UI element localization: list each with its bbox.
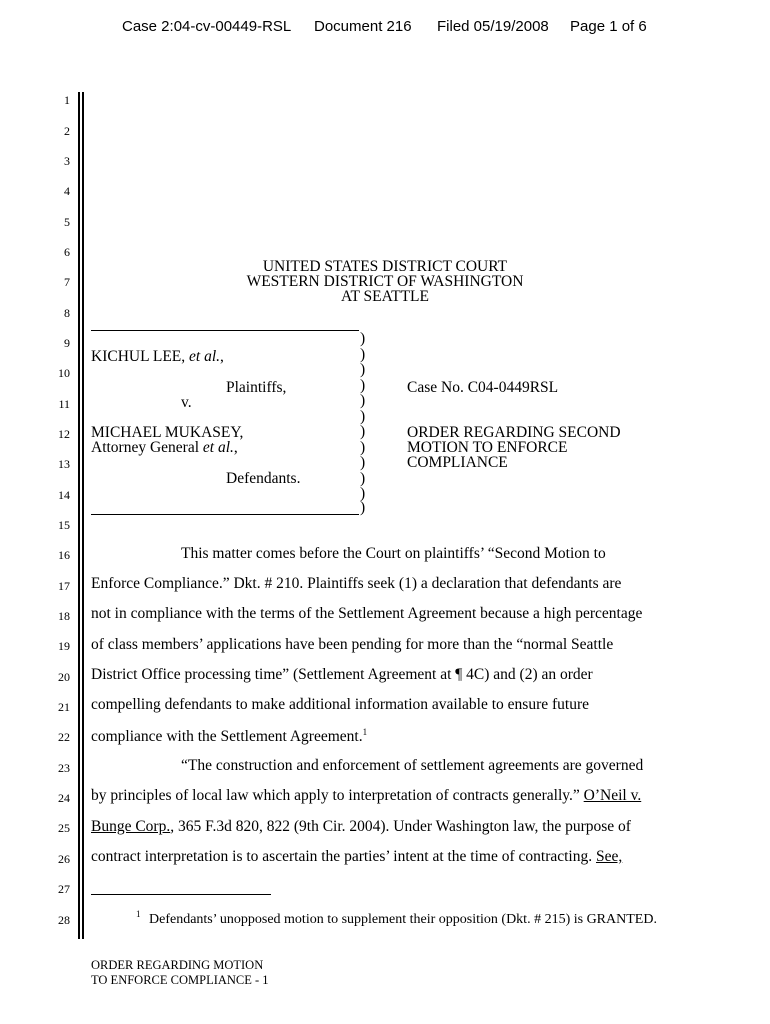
line-number: 18 [58,609,70,623]
caption-paren: ) [360,454,366,471]
order-title-line-1: ORDER REGARDING SECOND [407,424,621,441]
body-line-16: This matter comes before the Court on plaintiffs’ “Second Motion to [181,545,606,562]
footer-title-line-1: ORDER REGARDING MOTION [91,958,264,972]
line-number: 20 [58,670,70,684]
footnote-reference: 1 [362,727,368,737]
versus-label: v. [181,394,192,411]
line-number: 27 [58,882,70,896]
defendant-title: Attorney General et al., [91,439,238,456]
caption-paren: ) [360,361,366,378]
line-number: 7 [64,275,70,289]
left-margin-rule-inner [82,92,84,939]
court-location: AT SEATTLE [341,288,429,305]
document-number-header: Document 216 [314,18,412,35]
case-number-header: Case 2:04-cv-00449-RSL [122,18,292,35]
case-citation-oneil: O’Neil v. [583,787,642,804]
caption-paren: ) [360,439,366,456]
court-district: WESTERN DISTRICT OF WASHINGTON [246,273,524,290]
body-line-20: District Office processing time” (Settlement Agreement at ¶ 4C) and (2) an order [91,666,593,683]
line-number: 14 [58,488,70,502]
left-margin-rule-outer [78,92,80,939]
line-number: 12 [58,427,70,441]
body-line-18: not in compliance with the terms of the Settlement Agreement because a high percentage [91,605,643,622]
filed-date-header: Filed 05/19/2008 [437,18,549,35]
body-line-22: compliance with the Settlement Agreement.$^1$ [91,727,368,746]
line-number: 16 [58,548,70,562]
body-line-21: compelling defendants to make additional information available to ensure future [91,696,589,713]
line-number: 28 [58,913,70,927]
body-line-24: by principles of local law which apply to interpretation of contracts generally.” O’Neil v. [91,787,642,804]
caption-paren: ) [360,470,366,487]
line-number: 2 [64,124,70,138]
line-number: 19 [58,639,70,653]
body-line-25: Bunge Corp., 365 F.3d 820, 822 (9th Cir. 2004). Under Washington law, the purpose of [91,818,631,835]
body-line-17: Enforce Compliance.” Dkt. # 210. Plaintiffs seek (1) a declaration that defendants are [91,575,622,592]
line-number: 24 [58,791,70,805]
caption-bottom-rule [91,514,359,515]
line-number: 3 [64,154,70,168]
court-name: UNITED STATES DISTRICT COURT [262,258,508,275]
line-number: 9 [64,336,70,350]
plaintiff-name: KICHUL LEE, et al., [91,348,224,365]
line-number: 10 [58,366,70,380]
caption-top-rule [91,330,359,331]
body-line-26: contract interpretation is to ascertain the parties’ intent at the time of contracting. See, [91,848,623,865]
order-title-line-3: COMPLIANCE [407,454,508,471]
line-number: 15 [58,518,70,532]
line-number: 17 [58,579,70,593]
case-number: Case No. C04-0449RSL [407,379,559,396]
caption-paren: ) [360,408,366,425]
line-number: 13 [58,457,70,471]
defendant-name: MICHAEL MUKASEY, [91,424,244,441]
line-number: 22 [58,730,70,744]
line-number: 1 [64,93,70,107]
line-number: 11 [58,397,70,411]
order-title-line-2: MOTION TO ENFORCE [407,439,568,456]
body-line-19: of class members’ applications have been pending for more than the “normal Seattle [91,636,614,653]
line-number: 26 [58,852,70,866]
caption-paren: ) [360,346,366,363]
case-citation-bunge: Bunge Corp. [91,818,171,835]
line-number: 23 [58,761,70,775]
caption-paren: ) [360,499,366,516]
caption-paren: ) [360,485,366,502]
caption-paren: ) [360,392,366,409]
line-number: 8 [64,306,70,320]
footnote-text: Defendants’ unopposed motion to supplement their opposition (Dkt. # 215) is GRANTED. [149,912,657,927]
defendants-label: Defendants. [226,470,301,487]
caption-paren: ) [360,423,366,440]
caption-paren: ) [360,377,366,394]
plaintiffs-label: Plaintiffs, [226,379,287,396]
caption-paren: ) [360,330,366,347]
body-line-23: “The construction and enforcement of settlement agreements are governed [181,757,644,774]
line-number: 21 [58,700,70,714]
line-number: 5 [64,215,70,229]
footnote-separator [91,894,271,895]
footnote-marker: 1 [136,909,141,919]
line-number: 25 [58,821,70,835]
footer-title-line-2: TO ENFORCE COMPLIANCE - 1 [91,973,269,987]
signal-see: See, [596,848,623,865]
page-indicator-header: Page 1 of 6 [570,18,647,35]
line-number: 4 [64,184,70,198]
line-number: 6 [64,245,70,259]
